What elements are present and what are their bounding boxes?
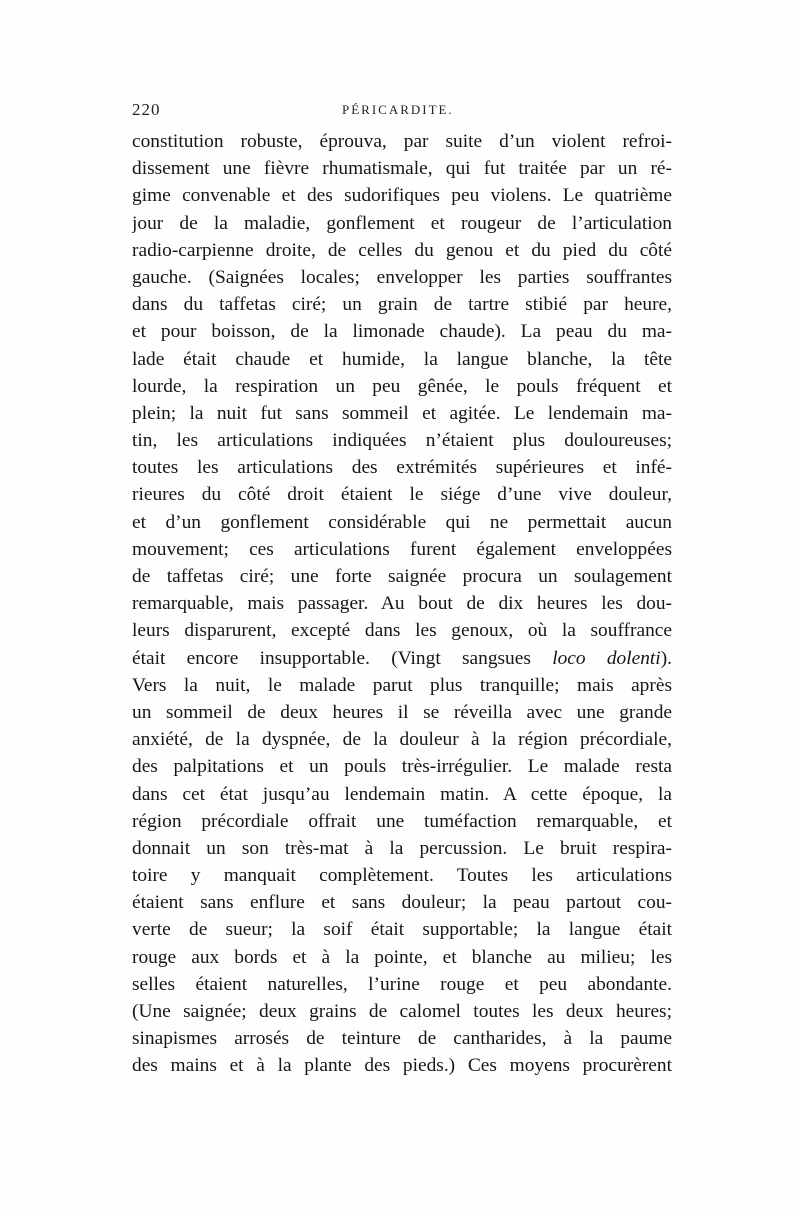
- text-line-with-italic: [132, 645, 672, 672]
- text-line: lourde, la respiration un peu gênée, le pouls fréquent et: [132, 375, 672, 397]
- text-line: remarquable, mais passager. Au bout de dix heures les dou-: [132, 593, 672, 615]
- page-header: [132, 100, 672, 124]
- text-line: radio-carpienne droite, de celles du genou et du pied du côté: [132, 239, 672, 261]
- text-line: mouvement; ces articulations furent également enveloppées: [132, 538, 672, 560]
- latin-phrase: loco dolenti: [552, 647, 661, 669]
- text-line: et d’un gonflement considérable qui ne permettait aucun: [132, 511, 672, 533]
- text-line: selles étaient naturelles, l’urine rouge et peu abondante.: [132, 973, 672, 995]
- text-line: toire y manquait complètement. Toutes les articulations: [132, 865, 672, 887]
- text-line: dans du taffetas ciré; un grain de tartre stibié par heure,: [132, 294, 672, 316]
- text-line: région précordiale offrait une tuméfaction remarquable, et: [132, 810, 672, 832]
- page-number: 220: [132, 100, 161, 119]
- text-line: dissement une fièvre rhumatismale, qui fut traitée par un ré-: [132, 158, 672, 180]
- text-line: gauche. (Saignées locales; envelopper les parties souffrantes: [132, 266, 672, 288]
- text-line: rouge aux bords et à la pointe, et blanche au milieu; les: [132, 946, 672, 968]
- text-line: jour de la maladie, gonflement et rougeur de l’articulation: [132, 212, 672, 234]
- text-line: Vers la nuit, le malade parut plus tranquille; mais après: [132, 674, 672, 696]
- body-text: [132, 128, 672, 1080]
- text-line: de taffetas ciré; une forte saignée procura un soulagement: [132, 566, 672, 587]
- text-line: étaient sans enflure et sans douleur; la peau partout cou-: [132, 892, 672, 914]
- text-line: tin, les articulations indiquées n’étaient plus douloureuses;: [132, 430, 672, 452]
- text-line: toutes les articulations des extrémités supérieures et infé-: [132, 457, 672, 479]
- text-line: gime convenable et des sudorifiques peu violens. Le quatrième: [132, 185, 672, 207]
- text-line: constitution robuste, éprouva, par suite d’un violent refroi-: [132, 131, 672, 152]
- text-line: plein; la nuit fut sans sommeil et agitée. Le lendemain ma-: [132, 402, 672, 424]
- text-line: sinapismes arrosés de teinture de cantharides, à la paume: [132, 1028, 672, 1050]
- text-line: lade était chaude et humide, la langue blanche, la tête: [132, 348, 672, 370]
- text-line: (Une saignée; deux grains de calomel toutes les deux heures;: [132, 1001, 672, 1022]
- text-line: donnait un son très-mat à la percussion. Le bruit respira-: [132, 837, 672, 859]
- text-line: dans cet état jusqu’au lendemain matin. A cette époque, la: [132, 783, 672, 805]
- italic-line-after: ).: [660, 647, 672, 669]
- text-line: rieures du côté droit étaient le siége d’une vive douleur,: [132, 484, 672, 506]
- text-line: des mains et à la plante des pieds.) Ces moyens procurèrent: [132, 1055, 672, 1077]
- text-line: anxiété, de la dyspnée, de la douleur à la région précordiale,: [132, 729, 672, 751]
- text-line: et pour boisson, de la limonade chaude). La peau du ma-: [132, 321, 672, 343]
- italic-line-before: était encore insupportable. (Vingt sangsues: [132, 647, 553, 669]
- text-line: verte de sueur; la soif était supportable; la langue était: [132, 919, 672, 941]
- text-line: des palpitations et un pouls très-irrégulier. Le malade resta: [132, 756, 672, 778]
- running-head: PÉRICARDITE.: [342, 102, 454, 117]
- text-line: un sommeil de deux heures il se réveilla avec une grande: [132, 701, 672, 723]
- text-line: leurs disparurent, excepté dans les genoux, où la souffrance: [132, 620, 672, 642]
